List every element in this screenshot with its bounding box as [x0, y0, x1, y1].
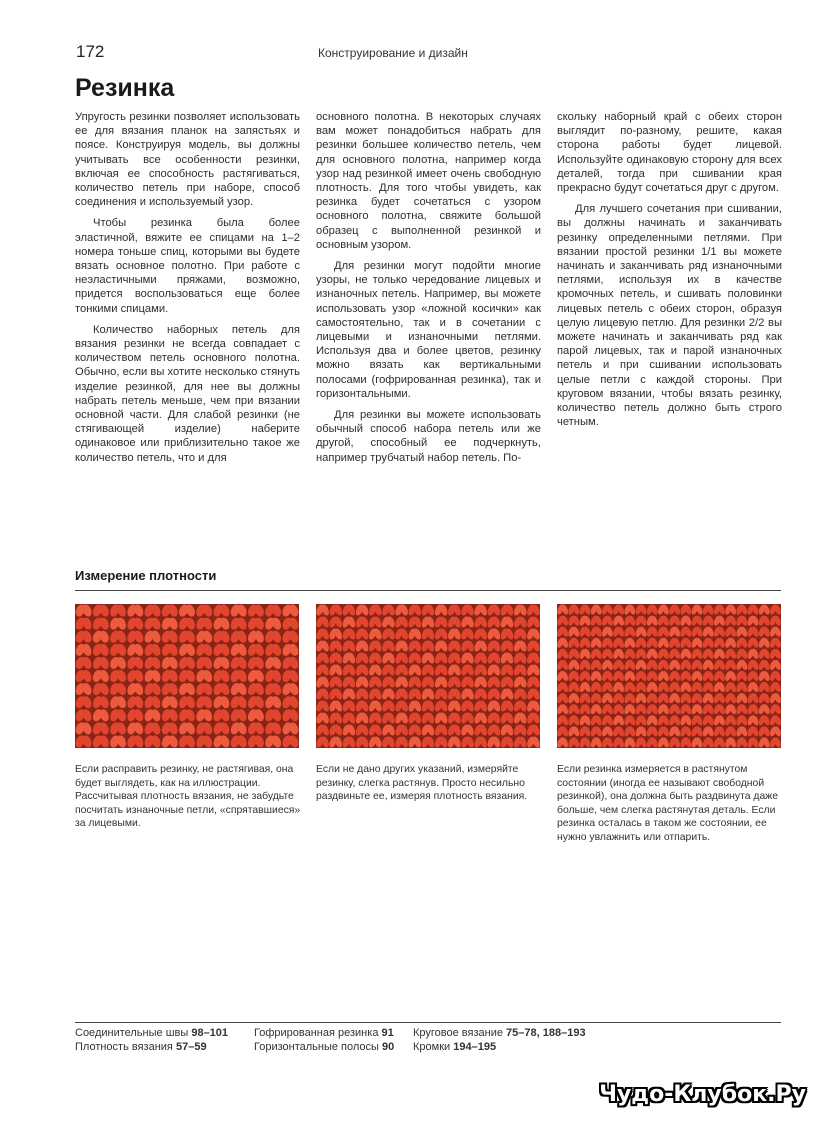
paragraph: Количество наборных петель для вязания резинки не всегда совпадает с количеством петель основного полотна. Обычно, если вы хотите несколько стянуть изделие резинкой, для нее вы должны набрать петель меньше, чем при вязании основной части. Для слабой резинки (не стягивающей изделие) наберите одинаковое или приблизительно такое же количество петель, что и для [75, 323, 300, 464]
rib-swatch-relaxed [75, 604, 299, 748]
section-heading: Измерение плотности [75, 568, 217, 583]
cross-reference-group [75, 1026, 228, 1054]
page-title: Резинка [75, 74, 175, 102]
rib-swatch-stretched [557, 604, 781, 748]
paragraph: Для резинки вы можете использовать обычный способ набора петель или же другой, способный ее подчеркнуть, например трубчатый набор петель. По- [316, 409, 541, 464]
running-head: Конструирование и дизайн [318, 46, 468, 60]
site-watermark: Чудо-Клубок.Ру [599, 1082, 806, 1107]
paragraph: скольку наборный край с обеих сторон выглядит по-разному, решите, какая сторона работы будет лицевой. Используйте одинаковую сторону для всех деталей, тогда при сшивании края прекрасно будут сочетаться друг с другом. [557, 111, 782, 195]
text-column-3 [557, 110, 782, 436]
cross-reference[interactable]: Горизонтальные полосы 90 [254, 1041, 395, 1053]
section-divider [75, 590, 781, 591]
footer-divider [75, 1022, 781, 1023]
cross-reference[interactable]: Круговое вязание 75–78, 188–193 [413, 1027, 586, 1039]
cross-reference[interactable]: Кромки 194–195 [413, 1041, 497, 1053]
cross-reference[interactable]: Плотность вязания 57–59 [75, 1041, 207, 1053]
cross-reference-group [413, 1026, 586, 1054]
text-column-1 [75, 110, 300, 472]
paragraph: Для лучшего сочетания при сшивании, вы должны начинать и заканчивать резинку определенными петлями. При вязании простой резинки 1/1 вы можете начинать и заканчивать ряд изнаночными петлями, используя их в качестве кромочных петель, и сшивать половинки лицевых петель с обеих сторон, образуя целую лицевую петлю. Для резинки 2/2 вы можете начинать и заканчивать ряд как парой лицевых, так и парой изнаночных петель и при сшивании использовать целые петли с каждой стороны. При круговом вязании, чтобы вязать резинку, количество петель должно быть строго четным. [557, 203, 782, 429]
swatch-caption: Если расправить резинку, не растягивая, она будет выглядеть, как на иллюстрации. Рассчитывая плотность вязания, не забудьте посчитать изнаночные петли, «спрятавшиеся» за лицевыми. [75, 764, 301, 830]
paragraph: Чтобы резинка была более эластичной, вяжите ее спицами на 1–2 номера тоньше спиц, которыми вы будете вязать основное полотно. При работе с неэластичными пряжами, возможно, придется воспользоваться еще более тонкими спицами. [75, 217, 300, 315]
page-number: 172 [76, 42, 105, 61]
cross-reference-group [254, 1026, 394, 1054]
text-column-2 [316, 110, 541, 472]
swatch-caption: Если не дано других указаний, измеряйте резинку, слегка растянув. Просто несильно раздвиньте ее, измеряя плотность вязания. [316, 764, 528, 803]
paragraph: основного полотна. В некоторых случаях вам может понадобиться набрать для резинки большее количество петель, чем для основного полотна, например когда узор над резинкой имеет очень свободную плотность. Для того чтобы увидеть, как резинка будет сочетаться с узором основного полотна, свяжите большой образец с выполненной резинкой и основным узором. [316, 111, 541, 251]
swatch-caption: Если резинка измеряется в растянутом состоянии (иногда ее называют свободной резинкой), она должна быть раздвинута даже больше, чем слегка растянутая деталь. Если резинка осталась в таком же состоянии, ее нужно увлажнить или отпарить. [557, 764, 778, 843]
rib-swatch-slightly-stretched [316, 604, 540, 748]
paragraph: Упругость резинки позволяет использовать ее для вязания планок на запястьях и поясе. Конструируя модель, вы должны учитывать все особенности резинки, включая ее способность растягиваться, количество петель при наборе, способ соединения и используемый узор. [75, 111, 300, 209]
cross-reference[interactable]: Гофрированная резинка 91 [254, 1027, 394, 1039]
cross-reference[interactable]: Соединительные швы 98–101 [75, 1027, 229, 1039]
paragraph: Для резинки могут подойти многие узоры, не только чередование лицевых и изнаночных петель. Например, вы можете использовать узор «ложной косички» как самостоятельно, так и в сочетании с лицевыми и изнаночными петлями. Используя два и более цветов, резинку можно вязать как вертикальными полосами (гофрированная резинка), так и горизонтальными. [316, 260, 541, 400]
